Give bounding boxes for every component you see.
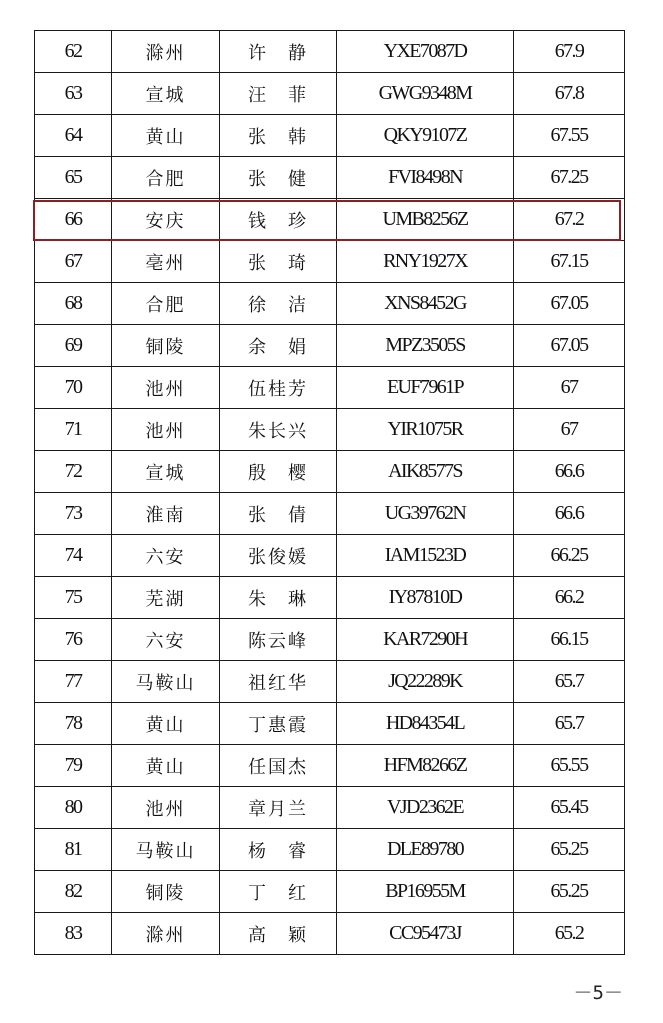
- exam-id-cell: YXE7087D: [337, 31, 514, 73]
- exam-id-cell: QKY9107Z: [337, 115, 514, 157]
- exam-id-cell: AIK8577S: [337, 451, 514, 493]
- exam-id-cell: JQ22289K: [337, 661, 514, 703]
- table-row: [35, 535, 625, 577]
- score-cell: 65.55: [514, 745, 625, 787]
- name-cell: 任国杰: [220, 745, 337, 787]
- name-cell: 张 琦: [220, 241, 337, 283]
- score-cell: 65.25: [514, 829, 625, 871]
- name-cell: 朱长兴: [220, 409, 337, 451]
- exam-id-cell: EUF7961P: [337, 367, 514, 409]
- exam-id-cell: RNY1927X: [337, 241, 514, 283]
- name-cell: 张 倩: [220, 493, 337, 535]
- score-cell: 66.2: [514, 577, 625, 619]
- table-row: [35, 913, 625, 955]
- score-cell: 66.15: [514, 619, 625, 661]
- score-cell: 66.6: [514, 493, 625, 535]
- city-cell: 宣城: [112, 73, 220, 115]
- row-number-cell: 64: [35, 115, 112, 157]
- score-cell: 67.9: [514, 31, 625, 73]
- exam-id-cell: BP16955M: [337, 871, 514, 913]
- name-cell: 章月兰: [220, 787, 337, 829]
- row-number-cell: 69: [35, 325, 112, 367]
- score-cell: 67.2: [514, 199, 625, 241]
- city-cell: 六安: [112, 619, 220, 661]
- city-cell: 淮南: [112, 493, 220, 535]
- city-cell: 铜陵: [112, 325, 220, 367]
- exam-id-cell: IAM1523D: [337, 535, 514, 577]
- name-cell: 许 静: [220, 31, 337, 73]
- table-row: [35, 493, 625, 535]
- city-cell: 滁州: [112, 913, 220, 955]
- city-cell: 黄山: [112, 745, 220, 787]
- table-row: [35, 787, 625, 829]
- score-cell: 67.05: [514, 325, 625, 367]
- row-number-cell: 67: [35, 241, 112, 283]
- table-row: [35, 283, 625, 325]
- exam-id-cell: MPZ3505S: [337, 325, 514, 367]
- city-cell: 黄山: [112, 703, 220, 745]
- score-cell: 65.2: [514, 913, 625, 955]
- name-cell: 张俊媛: [220, 535, 337, 577]
- city-cell: 合肥: [112, 157, 220, 199]
- city-cell: 马鞍山: [112, 829, 220, 871]
- exam-id-cell: HFM8266Z: [337, 745, 514, 787]
- exam-id-cell: XNS8452G: [337, 283, 514, 325]
- city-cell: 芜湖: [112, 577, 220, 619]
- table-row: [35, 157, 625, 199]
- name-cell: 徐 洁: [220, 283, 337, 325]
- name-cell: 丁惠霞: [220, 703, 337, 745]
- name-cell: 陈云峰: [220, 619, 337, 661]
- name-cell: 殷 樱: [220, 451, 337, 493]
- score-cell: 67: [514, 367, 625, 409]
- row-number-cell: 76: [35, 619, 112, 661]
- row-number-cell: 79: [35, 745, 112, 787]
- name-cell: 杨 睿: [220, 829, 337, 871]
- row-number-cell: 72: [35, 451, 112, 493]
- table-row: [35, 325, 625, 367]
- results-table: [34, 30, 625, 955]
- score-cell: 66.6: [514, 451, 625, 493]
- exam-id-cell: UMB8256Z: [337, 199, 514, 241]
- score-cell: 67.05: [514, 283, 625, 325]
- exam-id-cell: CC95473J: [337, 913, 514, 955]
- table-row: [35, 577, 625, 619]
- city-cell: 铜陵: [112, 871, 220, 913]
- row-number-cell: 77: [35, 661, 112, 703]
- city-cell: 亳州: [112, 241, 220, 283]
- table-row: [35, 703, 625, 745]
- row-number-cell: 73: [35, 493, 112, 535]
- city-cell: 黄山: [112, 115, 220, 157]
- exam-id-cell: GWG9348M: [337, 73, 514, 115]
- row-number-cell: 71: [35, 409, 112, 451]
- name-cell: 伍桂芳: [220, 367, 337, 409]
- table-row: [35, 871, 625, 913]
- row-number-cell: 65: [35, 157, 112, 199]
- score-cell: 67.55: [514, 115, 625, 157]
- table-row: [35, 619, 625, 661]
- exam-id-cell: YIR1075R: [337, 409, 514, 451]
- score-cell: 65.25: [514, 871, 625, 913]
- exam-id-cell: DLE89780: [337, 829, 514, 871]
- name-cell: 钱 珍: [220, 199, 337, 241]
- exam-id-cell: FVI8498N: [337, 157, 514, 199]
- table-row: [35, 829, 625, 871]
- table-row: [35, 661, 625, 703]
- table-row: [35, 451, 625, 493]
- row-number-cell: 81: [35, 829, 112, 871]
- name-cell: 高 颖: [220, 913, 337, 955]
- city-cell: 池州: [112, 367, 220, 409]
- city-cell: 滁州: [112, 31, 220, 73]
- row-number-cell: 83: [35, 913, 112, 955]
- table-row: [35, 199, 625, 241]
- row-number-cell: 70: [35, 367, 112, 409]
- results-table-body: [35, 31, 625, 955]
- city-cell: 六安: [112, 535, 220, 577]
- score-cell: 67.25: [514, 157, 625, 199]
- exam-id-cell: IY87810D: [337, 577, 514, 619]
- row-number-cell: 80: [35, 787, 112, 829]
- table-row: [35, 367, 625, 409]
- name-cell: 祖红华: [220, 661, 337, 703]
- exam-id-cell: KAR7290H: [337, 619, 514, 661]
- table-row: [35, 73, 625, 115]
- table-row: [35, 409, 625, 451]
- city-cell: 安庆: [112, 199, 220, 241]
- score-cell: 66.25: [514, 535, 625, 577]
- table-row: [35, 745, 625, 787]
- city-cell: 池州: [112, 409, 220, 451]
- page-number: －5－: [573, 982, 623, 1004]
- city-cell: 马鞍山: [112, 661, 220, 703]
- row-number-cell: 62: [35, 31, 112, 73]
- table-row: [35, 115, 625, 157]
- score-cell: 67.8: [514, 73, 625, 115]
- score-cell: 65.7: [514, 661, 625, 703]
- name-cell: 张 健: [220, 157, 337, 199]
- score-cell: 65.7: [514, 703, 625, 745]
- table-row: [35, 241, 625, 283]
- table-row: [35, 31, 625, 73]
- name-cell: 张 韩: [220, 115, 337, 157]
- exam-id-cell: VJD2362E: [337, 787, 514, 829]
- row-number-cell: 75: [35, 577, 112, 619]
- score-cell: 67.15: [514, 241, 625, 283]
- row-number-cell: 66: [35, 199, 112, 241]
- score-cell: 67: [514, 409, 625, 451]
- score-cell: 65.45: [514, 787, 625, 829]
- exam-id-cell: HD84354L: [337, 703, 514, 745]
- name-cell: 汪 菲: [220, 73, 337, 115]
- city-cell: 宣城: [112, 451, 220, 493]
- row-number-cell: 82: [35, 871, 112, 913]
- exam-id-cell: UG39762N: [337, 493, 514, 535]
- row-number-cell: 63: [35, 73, 112, 115]
- name-cell: 丁 红: [220, 871, 337, 913]
- name-cell: 余 娟: [220, 325, 337, 367]
- row-number-cell: 68: [35, 283, 112, 325]
- row-number-cell: 74: [35, 535, 112, 577]
- city-cell: 池州: [112, 787, 220, 829]
- city-cell: 合肥: [112, 283, 220, 325]
- name-cell: 朱 琳: [220, 577, 337, 619]
- row-number-cell: 78: [35, 703, 112, 745]
